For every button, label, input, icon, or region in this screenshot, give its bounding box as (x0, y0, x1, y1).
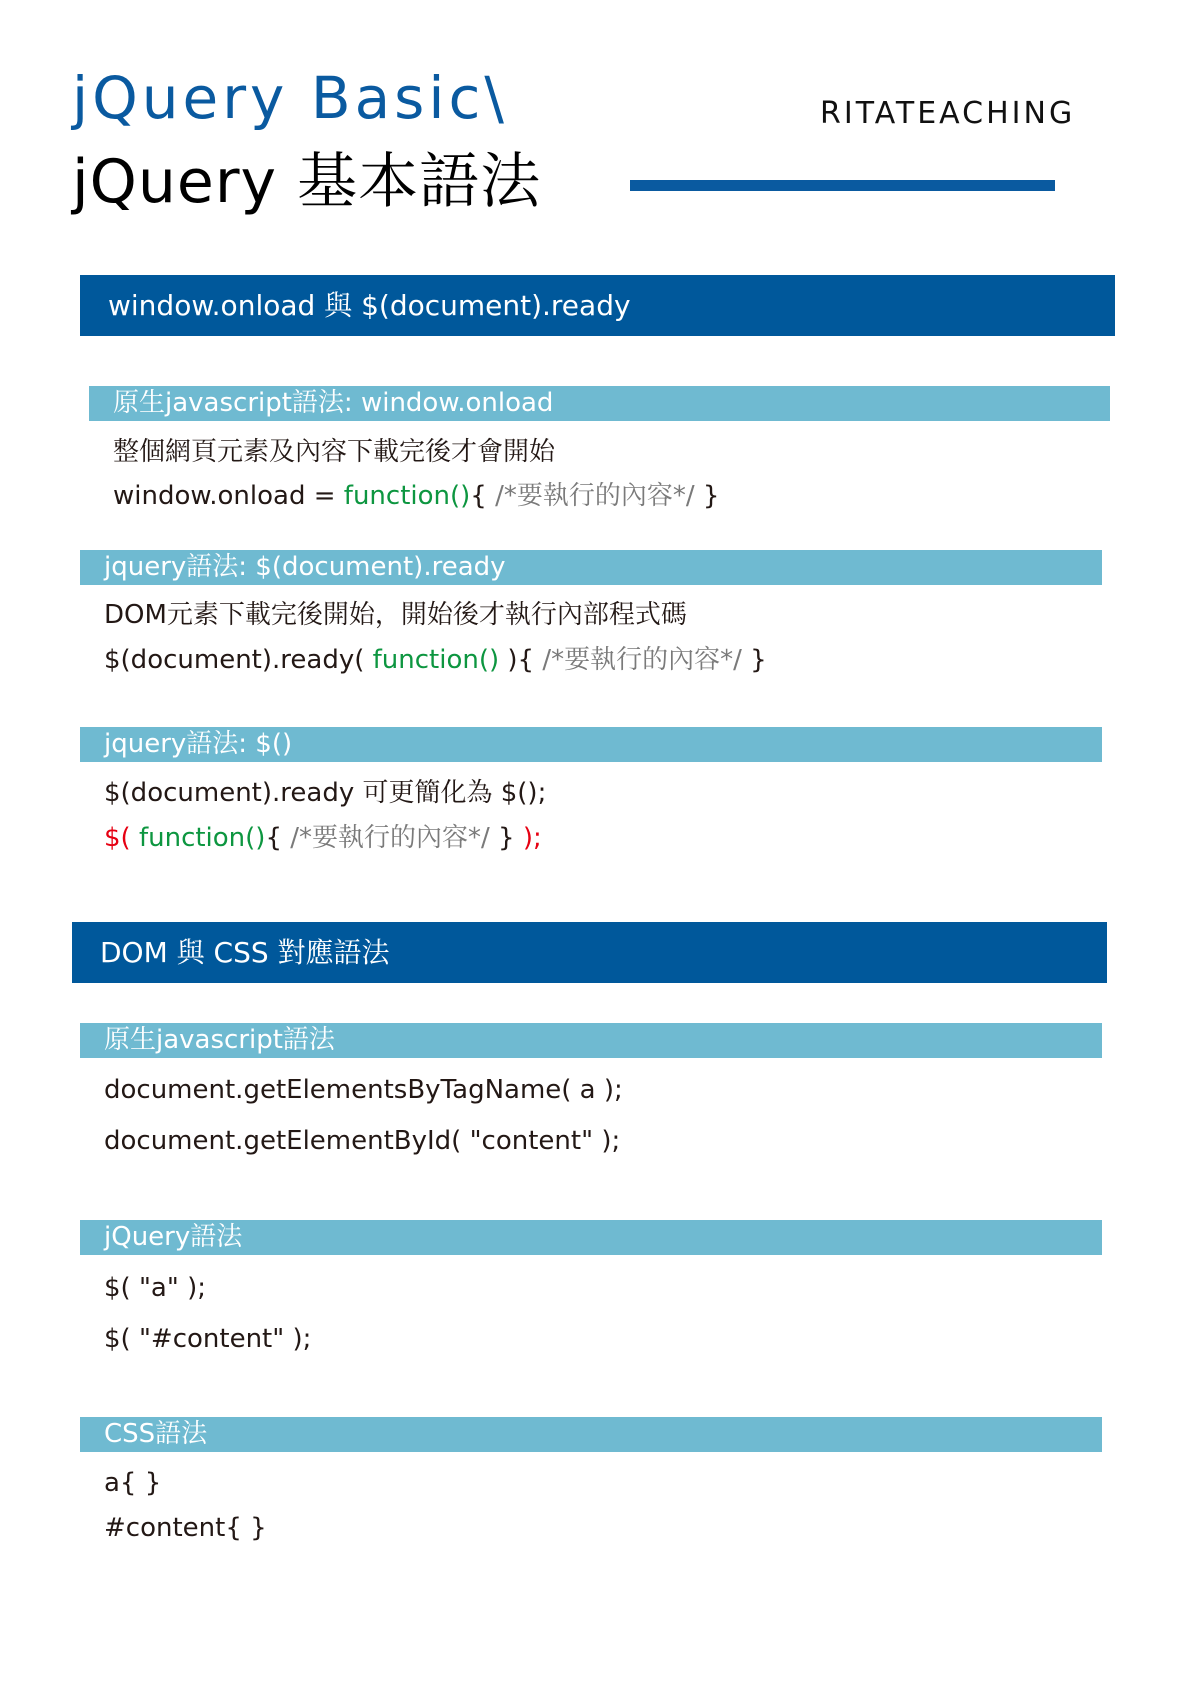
subheading-jquery: jQuery語法 (80, 1220, 1102, 1255)
code-text: } (741, 645, 767, 675)
code-line (104, 642, 767, 678)
code-jquery-open: $( (104, 823, 139, 853)
code-comment: /*要執行的內容*/ (542, 645, 742, 675)
code-line: a{ } (104, 1468, 162, 1498)
code-line: #content{ } (104, 1513, 267, 1543)
accent-rule (630, 180, 1055, 191)
section-heading-onload-ready: window.onload 與 $(document).ready (80, 275, 1115, 336)
code-line (113, 478, 719, 514)
description-line: 整個網頁元素及內容下載完後才會開始 (113, 437, 556, 467)
section-heading-dom-css: DOM 與 CSS 對應語法 (72, 922, 1107, 983)
code-text: $(document).ready( (104, 645, 373, 675)
title-english: jQuery Basic\ (72, 64, 508, 132)
brand-name: RITATEACHING (820, 96, 1076, 131)
description-line: DOM元素下載完後開始，開始後才執行內部程式碼 (104, 600, 687, 630)
code-line: document.getElementsByTagName( a ); (104, 1075, 623, 1105)
subheading-jquery-shorthand: jquery語法: $() (80, 727, 1102, 762)
code-function: function() (372, 645, 500, 675)
subheading-native-onload: 原生javascript語法: window.onload (89, 386, 1110, 421)
code-jquery-close: ); (522, 823, 542, 853)
code-text: window.onload = (113, 481, 344, 511)
subheading-jquery-ready: jquery語法: $(document).ready (80, 550, 1102, 585)
code-function: function() (343, 481, 471, 511)
code-text: ){ (499, 645, 543, 675)
subheading-css: CSS語法 (80, 1417, 1102, 1452)
title-chinese: jQuery 基本語法 (72, 147, 542, 217)
code-line (104, 820, 542, 856)
code-text: { (470, 481, 496, 511)
code-text: { (265, 823, 291, 853)
code-text: } (694, 481, 720, 511)
code-text: } (489, 823, 523, 853)
code-line: document.getElementById( "content" ); (104, 1126, 621, 1156)
code-line: $( "a" ); (104, 1273, 206, 1303)
code-function: function() (138, 823, 266, 853)
code-comment: /*要執行的內容*/ (290, 823, 490, 853)
subheading-native-js: 原生javascript語法 (80, 1023, 1102, 1058)
description-line: $(document).ready 可更簡化為 $(); (104, 778, 547, 808)
code-line: $( "#content" ); (104, 1324, 312, 1354)
code-comment: /*要執行的內容*/ (495, 481, 695, 511)
